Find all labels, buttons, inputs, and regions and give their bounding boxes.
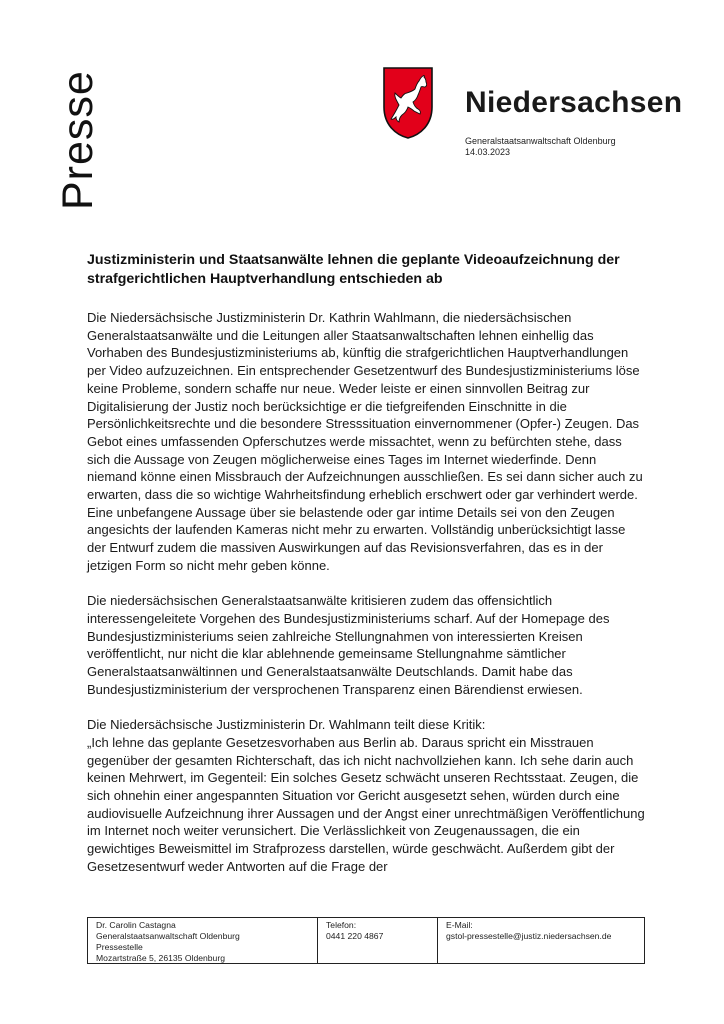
footer-email-cell — [438, 918, 644, 963]
phone-number: 0441 220 4867 — [326, 931, 384, 941]
contact-footer — [87, 917, 645, 964]
press-date: 14.03.2023 — [465, 147, 511, 157]
headline: Justizministerin und Staatsanwälte lehnen die geplante Videoaufzeichnung der strafgerichtlichen Hauptverhandlung entschieden ab — [87, 252, 620, 287]
contact-address: Mozartstraße 5, 26135 Oldenburg — [96, 953, 225, 963]
paragraph: Die Niedersächsische Justizministerin Dr. Kathrin Wahlmann, die niedersächsischen Generalstaatsanwälte und die Leitungen aller Staatsanwaltschaften lehnen einhellig das Vorhaben des Bundesjustizministeriums ab, künftig die strafgerichtlichen Hauptverhandlungen per Video aufzuzeichnen. Ein entsprechender Gesetzentwurf des Bundesjustizministeriums löse keine Probleme, sondern schaffe nur neue. Weder leiste er einen sinnvollen Beitrag zur Digitalisierung der Justiz noch berücksichtige er die tiefgreifenden Einschnitte in die Persönlichkeitsrechte und die besondere Stresssituation einvernommener (Opfer-) Zeugen. Das Gebot eines umfassenden Opferschutzes werde missachtet, wenn zu befürchten stehe, dass sich die Aussage von Zeugen möglicherweise eines Tages im Internet wiederfinde. Denn niemand könne einen Missbrauch der Aufzeichnungen ausschließen. Es sei dann sicher auch zu erwarten, dass die so wichtige Wahrheitsfindung erheblich erschwert oder gar verhindert werde. Eine unbefangene Aussage über sie belastende oder gar intime Details sei von den Zeugen angesichts der laufenden Kameras nicht mehr zu erwarten. Vollständig unberücksichtigt lasse der Entwurf zudem die massiven Auswirkungen auf das Revisionsverfahren, das es in der jetzigen Form so nicht mehr geben könne. — [87, 310, 643, 573]
side-label-presse: Presse — [54, 70, 102, 210]
email-address: gstol-pressestelle@justiz.niedersachsen.de — [446, 931, 612, 941]
coat-of-arms-horse-icon — [383, 67, 433, 139]
footer-phone-cell — [318, 918, 438, 963]
article-body — [87, 309, 647, 893]
office-block — [465, 136, 616, 158]
contact-name: Dr. Carolin Castagna — [96, 920, 176, 930]
brand-wordmark: Niedersachsen — [465, 86, 683, 119]
email-label: E-Mail: — [446, 920, 473, 930]
office-name: Generalstaatsanwaltschaft Oldenburg — [465, 136, 616, 146]
paragraph: Die niedersächsischen Generalstaatsanwälte kritisieren zudem das offensichtlich interessengeleitete Vorgehen des Bundesjustizministeriums scharf. Auf der Homepage des Bundesjustizministeriums seien zahlreiche Stellungnahmen von interessierten Kreisen veröffentlicht, nur nicht die klar ablehnende gemeinsame Stellungnahme sämtlicher Generalstaatsanwältinnen und Generalstaatsanwälte Deutschlands. Damit habe das Bundesjustizministerium der versprochenen Transparenz einen Bärendienst erwiesen. — [87, 593, 610, 697]
quote-paragraph: „Ich lehne das geplante Gesetzesvorhaben aus Berlin ab. Daraus spricht ein Misstrauen gegenüber der gesamten Richterschaft, das ich nicht nachvollziehen kann. Ich sehe darin auch keinen Mehrwert, im Gegenteil: Ein solches Gesetz schwächt unseren Rechtsstaat. Zeugen, die sich ohnehin einer angespannten Situation vor Gericht ausgesetzt sehen, würden durch eine audiovisuelle Aufzeichnung ihrer Aussagen und der Angst einer unrechtmäßigen Veröffentlichung im Internet noch weiter verunsichert. Die Verlässlichkeit von Zeugenaussagen, die ein gewichtiges Beweismittel im Strafprozess darstellen, würde geschwächt. Außerdem gibt der Gesetzesentwurf weder Antworten auf die Frage der — [87, 734, 645, 874]
phone-label: Telefon: — [326, 920, 357, 930]
footer-contact-cell — [88, 918, 318, 963]
paragraph: Die Niedersächsische Justizministerin Dr. Wahlmann teilt diese Kritik: — [87, 717, 486, 733]
contact-dept: Pressestelle — [96, 942, 143, 952]
contact-org: Generalstaatsanwaltschaft Oldenburg — [96, 931, 240, 941]
